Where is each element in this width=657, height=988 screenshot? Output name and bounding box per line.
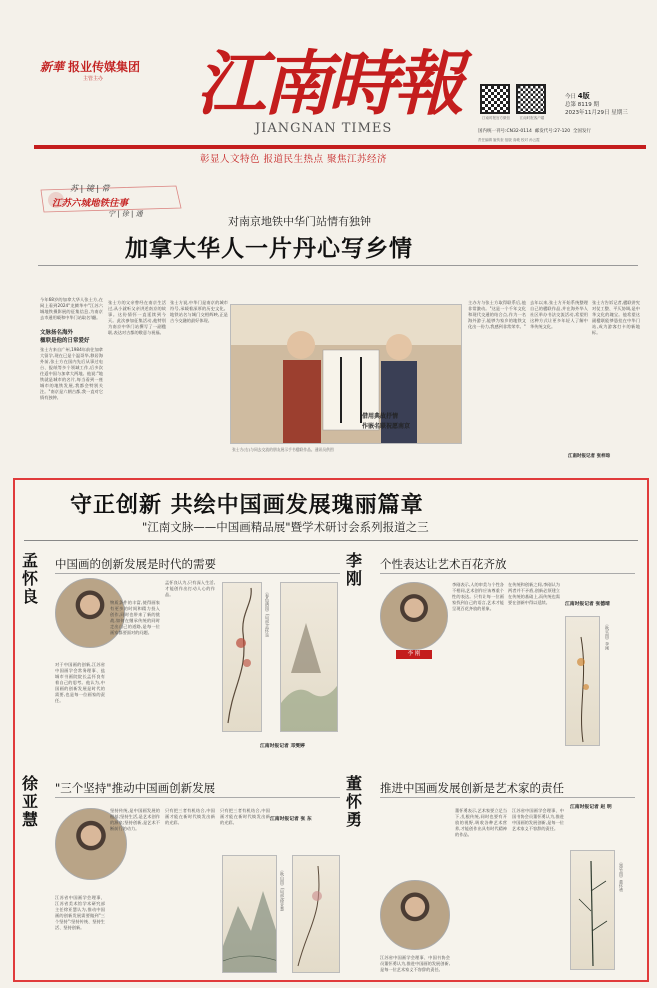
article-column: 去年以来,张士方开始系统整理自己的楹联作品,并在海外华人社区举办书法交流活动,希望用这种方式让更多年轻人了解中华传统文化。 [530,300,588,329]
qr-caption: 江南时报客户端 [519,116,545,120]
qr-code-icon [480,84,510,114]
article-column: 物质条件的丰富,使得画家有更多的时间和精力投入创作,同时也带来了新的挑战,如何在继承传统的同时走出自己的道路,是每一位画家都要面对的问题。 [110,600,160,635]
section-heading: 推进中国画发展创新是艺术家的责任 [380,781,564,795]
article-column: 张士方的父亲曾经在南京生活过,从小就听父亲讲述南京的故事。这份情怀一直延续到今天。此次参加征集活动,他特别为南京中华门站撰写了一副楹联,表达对古都的敬意与祝福。 [108,300,166,335]
painting-icon [293,856,340,973]
group-logo: 新華 报业传媒集团 [40,60,141,74]
editor-info: 责任编辑 姬传奎 组版 高峻 校对 孙云霞 [478,138,540,142]
article-column: 江苏省中国画学会理事、江苏省美术馆学术研究部主任徐亚慧认为,推动中国画的创新发展需要做到"三个坚持":坚持传统、坚持生活、坚持创新。 [55,895,105,930]
top-story-subtitle: 文脉扬名海外 [40,330,74,336]
newspaper-title-en: JIANGNAN TIMES [255,121,393,136]
feature-headline: 守正创新 共绘中国画发展瑰丽篇章 [70,493,424,518]
pull-quote: 作嵌名联祝愿南京 [362,423,411,430]
author-portrait [380,582,448,650]
reporter-credit: 江南时报记者 张梓琮 [568,454,611,459]
painting-caption: 《春色满园》(局部)孟怀良 [265,590,270,638]
painting-icon [566,617,600,746]
column-tag-line1: 苏 | 镜 | 常 [70,184,110,193]
divider [24,540,638,541]
top-story-subhead: 对南京地铁中华门站情有独钟 [228,215,371,228]
article-column: 李刚表示,人的审美与个性各不相同,艺术创作应该尊重个性的表达。只有让每一位画家找到自己的语言,艺术才能呈现百花齐放的景象。 [452,582,504,611]
section-heading: "三个坚持"推动中国画创新发展 [55,781,216,795]
article-column: 江苏省中国画学会理事、中国书协会员董怀勇认为,推进中国画的发展创新,是每一位艺术家义不容辞的责任。 [512,808,564,831]
section-heading: 中国画的创新发展是时代的需要 [55,557,216,571]
article-column: 张士方告诉记者,楹联讲究对仗工整、平仄协调,是中华文化的瑰宝。他希望这副楹联能够悬挂在中华门站,成为游客打卡的新地标。 [592,300,640,335]
article-column: 坚持传统,是中国画发展的根基;坚持生活,是艺术创作的源泉;坚持创新,是艺术不断前行的动力。 [110,808,160,831]
painting-image [292,855,340,973]
qr-code-icon [516,84,546,114]
author-portrait [380,880,450,950]
section-author-name: 董怀勇 [345,774,362,829]
painting-icon [223,856,277,973]
divider [55,797,340,798]
article-column: 只有把三者有机结合,中国画才能在新时代焕发出新的光彩。 [165,808,215,825]
article-column: 在传统和创新之间,李刚认为两者并不矛盾,创新必须建立在传统的基础上,而传统也需要在创新中得以延续。 [508,582,560,605]
painting-image [570,850,615,970]
section-author-name: 孟怀良 [21,551,38,606]
section-author-name: 李刚 [345,551,362,588]
top-story-subtitle: 楹联是他的日常爱好 [40,338,90,344]
photo-people-icon [231,305,462,444]
issue-info: 今日 4版 总第 8119 期 2023年11月29日 星期三 [565,92,628,116]
painting-icon [571,851,615,970]
group-sub: 主管主办 [83,76,104,82]
reporter-credit: 江南时报记者 张德靖 [565,602,610,607]
masthead [0,0,657,165]
reporter-credit: 江南时报记者 邓雯婷 [260,744,305,749]
top-story-photo [230,304,462,444]
top-story-lead: 今年68岁的加拿大华人张士方,在网上看到2024"龙腾华中"江苏六城地铁摄影展的征集信息,为南京去市通用载和中华门站取名!翻。 [40,297,103,320]
painting-caption: 《墨竹图》董怀勇 [619,860,624,892]
article-column: 只有把三者有机结合,中国画才能在新时代焕发出新的光彩。 [220,808,270,825]
masthead-divider [34,145,646,149]
newspaper-title-logo [183,40,473,120]
top-story-headline: 加拿大华人一片丹心写乡情 [125,236,413,262]
feature-subhead: "江南文脉——中国画精品展"暨学术研讨会系列报道之三 [142,520,429,534]
painting-image [222,582,262,732]
article-column: 江苏省中国画学会理事、中国书协会员董怀勇认为,推进中国画的发展创新,是每一位艺术家义不容辞的责任。 [380,955,450,972]
column-tag-line3: 宁 | 徐 | 通 [108,210,143,218]
section-heading: 个性表达让艺术百花齐放 [380,557,507,571]
article-column: 主办方与张士方取得联系后,他非常激动。"这是一个千年文化和现代交通的结合点,作为一名海外游子,能够为家乡的地铁文化出一份力,我感到非常荣幸。" [468,300,526,329]
painting-image [280,582,338,732]
divider [380,797,635,798]
article-column: 对于中国画的创新,江苏省中国画学会常务理事、盐城市书画院院长孟怀良有着自己的思考。他认为,中国画的创新发展是时代的需要,也是每一位画家的责任。 [55,662,105,703]
reporter-credit: 江南时报记者 张 东 [270,817,312,822]
divider [38,265,638,266]
painting-icon [223,583,262,732]
publication-info: 国内统一刊号:CN32-0114 邮发代号:27-120 全国发行 [478,129,592,134]
divider [55,573,340,574]
pull-quote: 借用典故抒情 [362,413,399,420]
painting-icon [281,583,338,732]
article-column: 孟怀良认为,只有深入生活,才能创作出打动人心的作品。 [165,580,215,597]
slogan: 彰显人文特色 报道民生热点 聚焦江苏经济 [200,154,388,165]
article-column: 张士方说,中华门是南京的城市符号,承载着深厚的历史文化。地铁站名与城门交相辉映,正是古今交融的最好体现。 [170,300,228,323]
divider [380,573,635,574]
article-column: 董怀勇表示,艺术家要立足当下,扎根传统,同时也要有开放的视野,吸收各种艺术营养,才能创作出具有时代精神的作品。 [455,808,507,837]
painting-image [565,616,600,746]
qr-caption: 江南时报官方微信 [482,116,510,120]
portrait-label: 李 刚 [396,650,432,659]
reporter-credit: 江南时报记者 赵 明 [570,805,612,810]
painting-caption: 《秋实图》李刚 [605,622,610,650]
column-tag-title: 江苏六城地铁往事 [52,198,129,209]
section-author-name: 徐亚慧 [21,774,38,829]
painting-caption: 《秋山图》(局部)徐亚慧 [280,868,285,912]
photo-caption: 张士方(右)与同去交流的朋友展示手书楹联作品。通讯员供图 [232,447,334,452]
svg-text:江南時報: 江南時報 [196,42,460,120]
painting-image [222,855,277,973]
article-column: 张士方来自广州,1984年前往加拿大留学,现在已是个温哥华,移居海外前,张士方在国内先后从事过电台、报纸等多个领域工作,后多次往返中国与加拿大两地。他说:"地铁就是城市的名片,每当看到一座城市的地铁发展,我都会特别关注。"南京是六朝古都,我一直对它情有独钟。 [40,347,103,400]
